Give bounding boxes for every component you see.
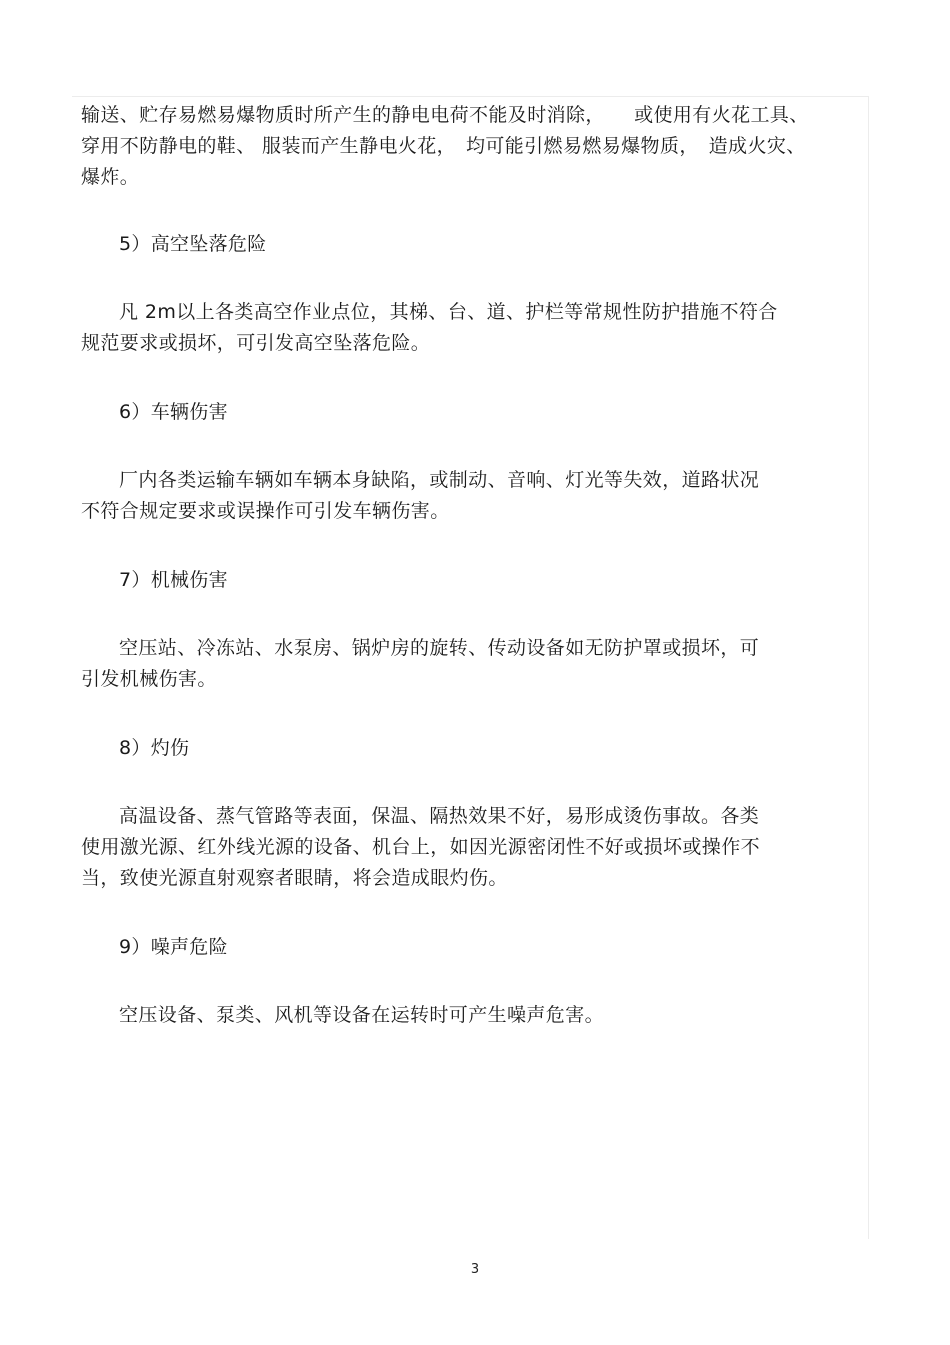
section-heading-6: 6）车辆伤害	[119, 401, 228, 423]
paragraph-line: 凡 2m以上各类高空作业点位，其梯、台、道、护栏等常规性防护措施不符合	[119, 301, 778, 323]
paragraph-line: 空压设备、泵类、风机等设备在运转时可产生噪声危害。	[119, 1004, 605, 1026]
paragraph-line: 空压站、冷冻站、水泵房、锅炉房的旋转、传动设备如无防护罩或损坏，可	[119, 637, 760, 659]
section-heading-5: 5）高空坠落危险	[119, 233, 267, 255]
section-paragraph-7	[81, 633, 861, 695]
section-paragraph-9	[81, 1000, 861, 1031]
section-heading-7: 7）机械伤害	[119, 569, 228, 591]
section-paragraph-6	[81, 465, 861, 527]
intro-line-1: 输送、贮存易燃易爆物质时所产生的静电电荷不能及时消除， 或使用有火花工具、	[81, 104, 809, 126]
section-heading-9: 9）噪声危险	[119, 936, 228, 958]
paragraph-line: 使用激光源、红外线光源的设备、机台上，如因光源密闭性不好或损坏或操作不	[81, 836, 761, 858]
paragraph-line: 高温设备、蒸气管路等表面，保温、隔热效果不好，易形成烫伤事故。各类	[119, 805, 760, 827]
section-heading-8: 8）灼伤	[119, 737, 190, 759]
section-paragraph-8	[81, 801, 861, 894]
intro-paragraph	[81, 100, 861, 193]
paragraph-line: 不符合规定要求或误操作可引发车辆伤害。	[81, 500, 450, 522]
document-body	[81, 100, 861, 1069]
intro-line-2: 穿用不防静电的鞋、 服装而产生静电火花， 均可能引燃易燃易爆物质， 造成火灾、	[81, 135, 806, 157]
page-number: 3	[470, 1262, 480, 1277]
paragraph-line: 当，致使光源直射观察者眼睛，将会造成眼灼伤。	[81, 867, 508, 889]
paragraph-line: 厂内各类运输车辆如车辆本身缺陷，或制动、音响、灯光等失效，道路状况	[119, 469, 760, 491]
intro-line-3: 爆炸。	[81, 166, 140, 188]
section-paragraph-5	[81, 297, 861, 359]
paragraph-line: 规范要求或损坏，可引发高空坠落危险。	[81, 332, 431, 354]
paragraph-line: 引发机械伤害。	[81, 668, 217, 690]
